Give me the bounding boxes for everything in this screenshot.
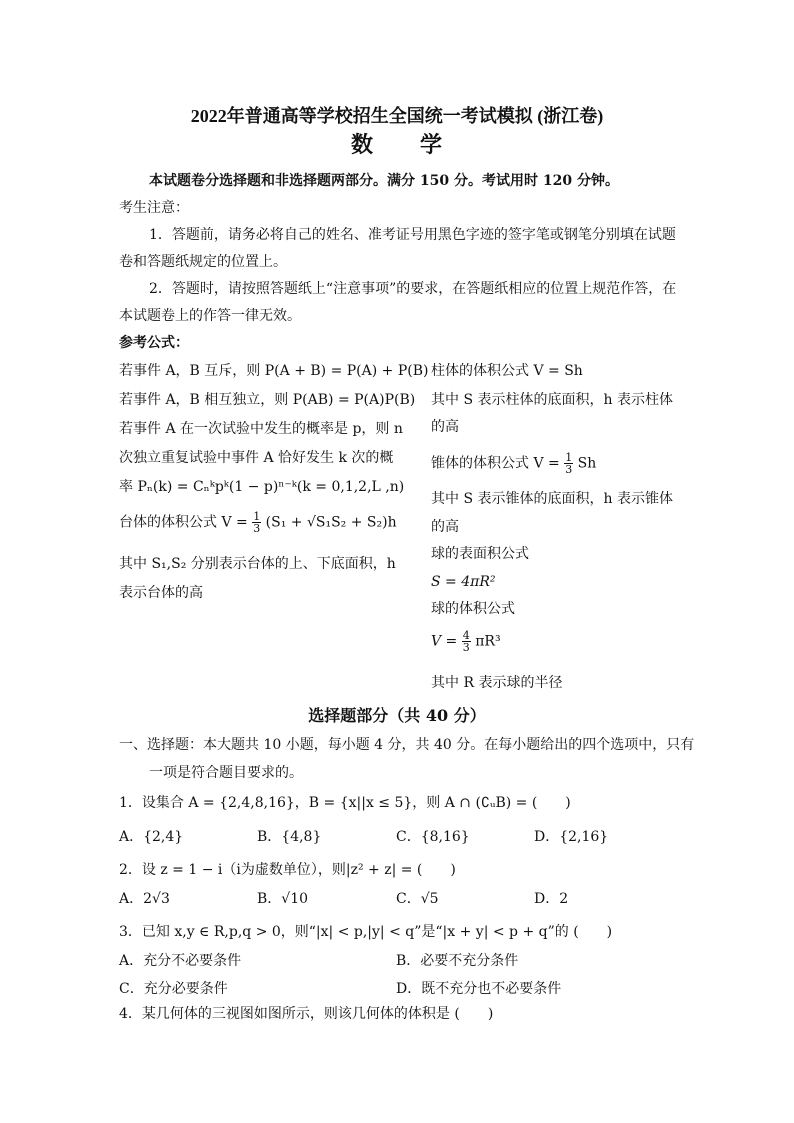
formula-sphere-note: 其中 R 表示球的半径 [431,675,563,691]
formula-binomial-line1: 若事件 A 在一次试验中发生的概率是 p，则 n [119,421,403,437]
cone-numerator: 1 [565,451,573,464]
formula-cone [431,452,596,475]
formula-prism-note-2: 的高 [431,419,459,435]
formula-prism-note: 其中 S 表示柱体的底面积，h 表示柱体 [431,392,673,408]
question-2-option-c: C．√5 [396,891,439,907]
sphere-denominator: 3 [462,641,470,654]
formula-independent: 若事件 A，B 相互独立，则 P(AB) = P(A)P(B) [119,392,416,408]
formula-binomial-line3: 率 Pₙ(k) = Cₙᵏpᵏ(1 − p)ⁿ⁻ᵏ(k = 0,1,2,L ,n) [119,479,405,495]
frustum-numerator: 1 [253,510,261,523]
formula-frustum-note: 其中 S₁,S₂ 分别表示台体的上、下底面积，h [119,556,396,572]
question-3-option-c: C．充分必要条件 [119,981,228,997]
formula-binomial-line2: 次独立重复试验中事件 A 恰好发生 k 次的概 [119,450,394,466]
frustum-denominator: 3 [253,522,261,535]
question-2-stem: 2．设 z = 1 − i（i为虚数单位），则|z² + z| = ( ) [119,862,456,878]
notice-1-line2: 卷和答题纸规定的位置上。 [119,254,287,270]
notice-2-line1: 2．答题时，请按照答题纸上“注意事项”的要求，在答题纸相应的位置上规范作答，在 [149,281,677,297]
frustum-suffix: (S₁ + √S₁S₂ + S₂)h [265,514,397,531]
formula-frustum [119,511,397,534]
cone-prefix: 锥体的体积公式 V = [431,455,560,472]
cone-fraction [564,452,573,475]
question-3-option-a: A．充分不必要条件 [119,953,242,969]
frustum-fraction [252,511,261,534]
notice-1-line1: 1．答题前，请务必将自己的姓名、准考证号用黑色字迹的签字笔或钢笔分别填在试题 [149,227,676,243]
cone-suffix: Sh [577,455,597,472]
question-3-option-b: B．必要不充分条件 [396,953,519,969]
notice-2-line2: 本试题卷上的作答一律无效。 [119,308,301,324]
question-1-option-b: B．{4,8} [257,829,322,845]
formula-sphere-volume-label: 球的体积公式 [431,601,515,617]
formulas-label: 参考公式： [119,335,189,351]
question-1-option-c: C．{8,16} [396,829,470,845]
sphere-fraction [462,630,471,653]
frustum-prefix: 台体的体积公式 V = [119,514,248,531]
sphere-suffix: πR³ [475,633,501,650]
section-instructions-line1: 一、选择题：本大题共 10 小题，每小题 4 分，共 40 分。在每小题给出的四个选项中，只有 [119,737,695,753]
section-instructions-line2: 一项是符合题目要求的。 [149,765,303,781]
formula-frustum-note-2: 表示台体的高 [119,585,203,601]
exam-summary: 本试题卷分选择题和非选择题两部分。满分 150 分。考试用时 120 分钟。 [149,173,619,189]
cone-denominator: 3 [565,463,573,476]
question-1-stem: 1．设集合 A = {2,4,8,16}，B = {x||x ≤ 5}，则 A ∩ (∁ᵤB) = ( ) [119,795,571,811]
question-1-option-d: D．{2,16} [534,829,609,845]
exam-title: 2022年普通高等学校招生全国统一考试模拟 (浙江卷) [190,106,604,126]
question-4-stem: 4．某几何体的三视图如图所示，则该几何体的体积是 ( ) [119,1006,494,1022]
formula-prism: 柱体的体积公式 V = Sh [431,363,583,379]
notice-label: 考生注意： [119,200,189,216]
question-2-option-b: B．√10 [257,891,309,907]
section-title: 选择题部分（共 40 分） [308,706,486,725]
question-2-option-a: A．2√3 [119,891,170,907]
question-3-option-d: D．既不充分也不必要条件 [396,981,562,997]
formula-sphere-area-label: 球的表面积公式 [431,546,529,562]
formula-cone-note-2: 的高 [431,519,459,535]
formula-sphere-area: S = 4πR² [431,574,496,590]
formula-sphere-volume [431,630,501,653]
formula-exclusive: 若事件 A，B 互斥，则 P(A + B) = P(A) + P(B) [119,363,429,379]
sphere-numerator: 4 [462,629,470,642]
formula-cone-note: 其中 S 表示锥体的底面积，h 表示锥体 [431,491,673,507]
question-1-option-a: A．{2,4} [119,829,184,845]
subject-title: 数 学 [350,132,443,157]
question-3-stem: 3．已知 x,y ∈ R,p,q > 0，则“|x| < p,|y| < q”是“|x + y| < p + q”的 ( ) [119,924,613,940]
question-2-option-d: D．2 [534,891,569,907]
sphere-prefix: V = [431,633,458,650]
